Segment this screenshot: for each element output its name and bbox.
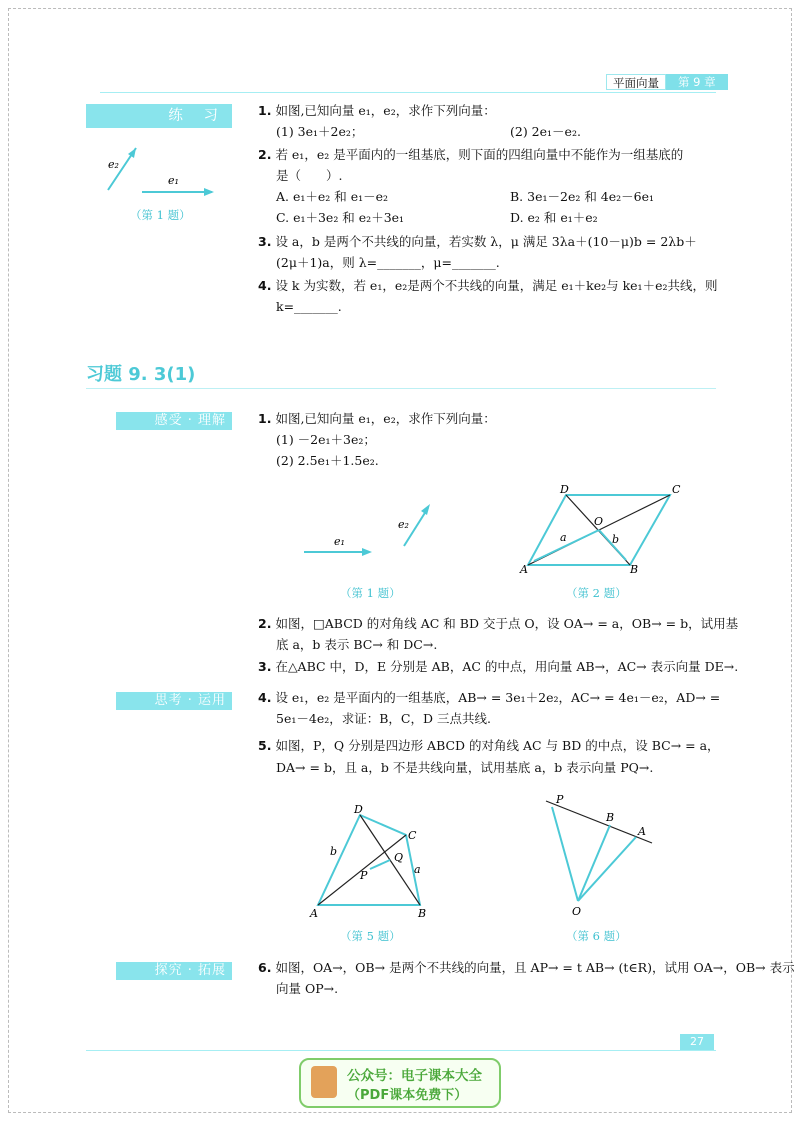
practice-q1-a: (1) 3e₁＋2e₂；: [276, 124, 364, 139]
watermark-line1: 公众号：电子课本大全: [347, 1068, 482, 1084]
fig6-point-p: P: [556, 793, 564, 806]
exercise-q4-cont: 5e₁－4e₂，求证：B，C，D 三点共线.: [276, 711, 491, 726]
fig5-vertex-b: B: [418, 907, 427, 920]
vertex-c: C: [672, 483, 681, 496]
exercise-q5-cont: DA→ = b，且 a，b 不是共线向量，试用基底 a，b 表示向量 PQ→.: [276, 760, 654, 775]
vector-b-label: b: [612, 533, 620, 546]
practice-q4-cont: k=_______.: [276, 299, 342, 314]
practice-q4: 4. 设 k 为实数，若 e₁，e₂是两个不共线的向量，满足 e₁＋ke₂与 ke₁＋e₂共线，则: [258, 278, 718, 293]
fig2-caption: （第 2 题）: [566, 586, 627, 600]
practice-tag: 练 习: [86, 104, 232, 128]
fig6-point-o: O: [572, 905, 582, 918]
e1-label: e₁: [168, 174, 179, 187]
exercise-q4: 4. 设 e₁，e₂ 是平面内的一组基底，AB→ = 3e₁＋2e₂，AC→ = 4e₁－e₂，AD→ =: [258, 690, 721, 705]
exercise-q1-a: (1) －2e₁＋3e₂；: [276, 432, 376, 447]
tag-perceive-understand: 感受 · 理解: [116, 412, 232, 430]
tag-explore-extend: 探究 · 拓展: [116, 962, 232, 980]
fig6-caption: （第 6 题）: [566, 929, 627, 943]
running-header: [606, 74, 728, 90]
header-rule: [100, 92, 716, 93]
practice-q2-cont: 是（ ）.: [276, 168, 343, 183]
figure-5-quadrilateral: [310, 805, 440, 920]
practice-fig-caption: （第 1 题）: [130, 208, 191, 222]
practice-q2: 2. 若 e₁，e₂ 是平面内的一组基底，则下面的四组向量中不能作为一组基底的: [258, 147, 684, 162]
option-c: C. e₁＋3e₂ 和 e₂＋3e₁: [276, 210, 405, 225]
fig5-caption: （第 5 题）: [340, 929, 401, 943]
fig5-vertex-d: D: [354, 803, 363, 816]
practice-q3: 3. 设 a，b 是两个不共线的向量，若实数 λ，μ 满足 3λa＋(10－μ)b = 2λb＋: [258, 234, 697, 249]
option-a: A. e₁＋e₂ 和 e₁－e₂: [276, 189, 389, 204]
fig6-point-b: B: [606, 811, 615, 824]
figure-2-parallelogram: [520, 485, 690, 575]
practice-q1: 1. 如图,已知向量 e₁，e₂，求作下列向量：: [258, 103, 496, 118]
exercise-q2-cont: 底 a，b 表示 BC→ 和 DC→.: [276, 637, 438, 652]
chapter-number: 第 9 章: [666, 74, 728, 90]
exercise-q6-cont: 向量 OP→.: [276, 981, 339, 996]
e2-label: e₂: [108, 158, 119, 171]
option-b: B. 3e₁－2e₂ 和 4e₂－6e₁: [510, 189, 655, 204]
practice-q1-b: (2) 2e₁－e₂.: [510, 124, 581, 139]
fig5-point-q: Q: [394, 851, 404, 864]
exercise-q1-b: (2) 2.5e₁＋1.5e₂.: [276, 453, 379, 468]
fig5-vector-b: b: [330, 845, 338, 858]
vertex-d: D: [560, 483, 569, 496]
tag-think-apply: 思考 · 运用: [116, 692, 232, 710]
page-number: 27: [680, 1034, 714, 1050]
exercise-q3: 3. 在△ABC 中，D，E 分别是 AB，AC 的中点，用向量 AB→，AC→ 表示向量 DE→.: [258, 659, 739, 674]
watermark-line2: （PDF课本免费下）: [347, 1088, 468, 1103]
footer-rule: [86, 1050, 716, 1051]
fig5-vertex-a: A: [310, 907, 318, 920]
exercise-q6: 6. 如图，OA→，OB→ 是两个不共线的向量，且 AP→ = t AB→ (t∈R)，试用 OA→，OB→ 表示: [258, 960, 795, 975]
chapter-title: 平面向量: [606, 74, 666, 90]
section-rule: [86, 388, 716, 389]
practice-figure: [96, 140, 226, 205]
fig1-caption: （第 1 题）: [340, 586, 401, 600]
figure-6: [540, 795, 660, 920]
watermark-banner: [299, 1058, 501, 1108]
exercise-q5: 5. 如图，P，Q 分别是四边形 ABCD 的对角线 AC 与 BD 的中点，设 BC→ = a，: [258, 738, 720, 753]
vertex-b: B: [630, 563, 639, 576]
fig5-vector-a: a: [414, 863, 421, 876]
fig1-e1-label: e₁: [334, 535, 345, 548]
section-title: 习题 9. 3(1): [86, 364, 196, 385]
fig5-vertex-c: C: [408, 829, 417, 842]
fig1-e2-label: e₂: [398, 518, 409, 531]
exercise-q1: 1. 如图,已知向量 e₁，e₂，求作下列向量：: [258, 411, 496, 426]
book-icon: [311, 1066, 337, 1098]
practice-q3-cont: (2μ＋1)a，则 λ=_______，μ=_______.: [276, 255, 500, 270]
vertex-a: A: [520, 563, 528, 576]
exercise-q2: 2. 如图，□ABCD 的对角线 AC 和 BD 交于点 O，设 OA→ = a，OB→ = b，试用基: [258, 616, 739, 631]
fig5-point-p: P: [360, 869, 368, 882]
figure-1: [300, 500, 440, 560]
option-d: D. e₂ 和 e₁＋e₂: [510, 210, 598, 225]
point-o: O: [594, 515, 604, 528]
fig6-point-a: A: [638, 825, 646, 838]
vector-a-label: a: [560, 531, 567, 544]
